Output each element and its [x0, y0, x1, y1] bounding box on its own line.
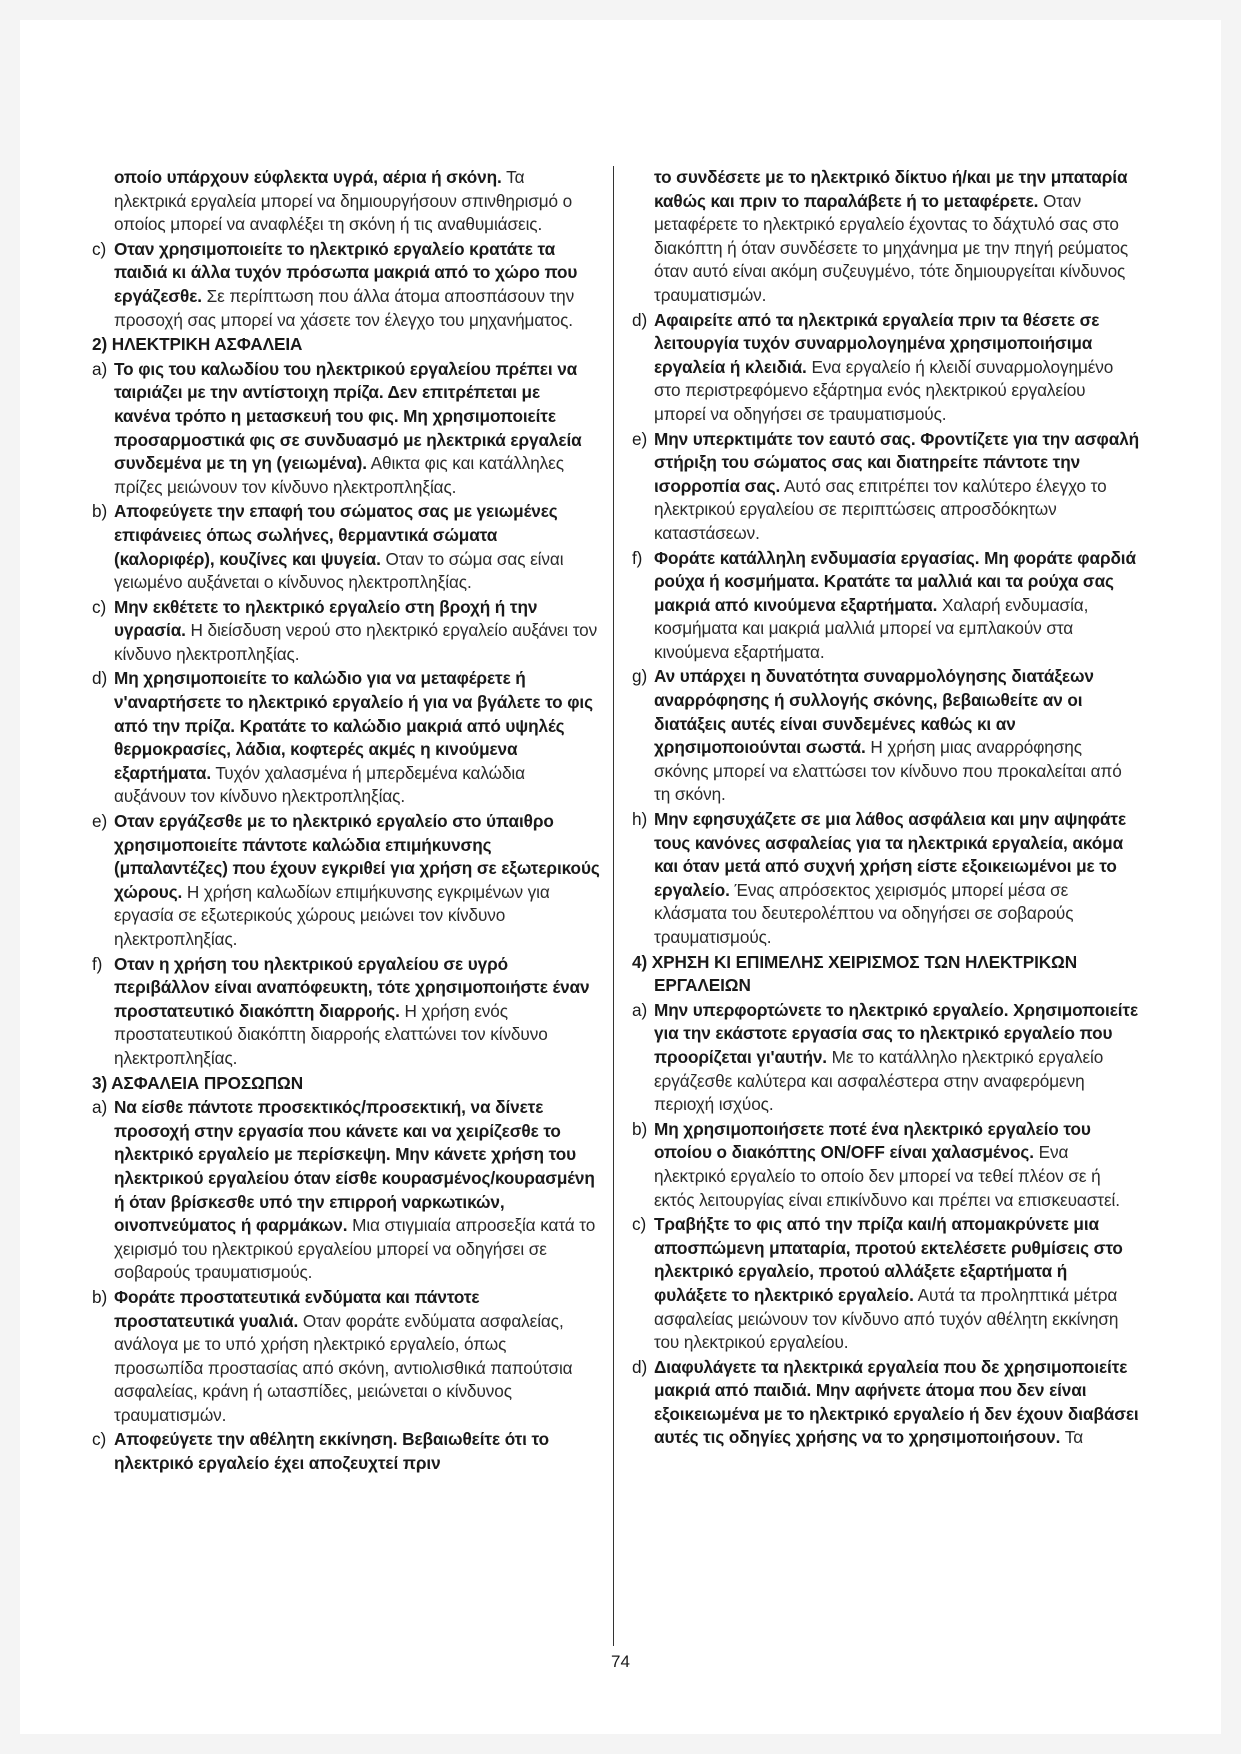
- item-bold: Μην εκθέτετε το ηλεκτρικό εργαλείο στη βροχή ή την υγρασία.: [114, 596, 538, 641]
- intro-paragraph: [92, 166, 600, 237]
- item-text: Χαλαρή ενδυμασία, κοσμήματα και μακριά μαλλιά μπορεί να εμπλακούν στα κινούμενα εξαρτήματα.: [654, 594, 1089, 662]
- item-label: f): [92, 953, 103, 974]
- item-label: b): [632, 1118, 648, 1139]
- item-text: Η διείσδυση νερού στο ηλεκτρικό εργαλείο αυξάνει τον κίνδυνο ηλεκτροπληξίας.: [114, 620, 598, 664]
- document-page: [20, 20, 1221, 1734]
- item-text: Τυχόν χαλασμένα ή μπερδεμένα καλώδια αυξάνουν τον κίνδυνο ηλεκτροπληξίας.: [114, 762, 525, 807]
- item-bold: Μη χρησιμοποιείτε το καλώδιο για να μεταφέρετε ή ν'αναρτήσετε το ηλεκτρικό εργαλείο ή για να βγάλετε το φις από την πρίζα. Κρατάτε το καλώδιο μακριά από υψηλές θερμοκρασίες, λάδια, κοφτερές ακμές η κινούμενα εξαρτήματα.: [114, 668, 593, 783]
- item-text: Αυτά τα προληπτικά μέτρα ασφαλείας μειώνουν τον κίνδυνο από τυχόν αθέλητη εκκίνηση του ηλεκτρικού εργαλείου.: [654, 1284, 1119, 1353]
- item-3c: [92, 1428, 600, 1475]
- item-bold: Το φις του καλωδίου του ηλεκτρικού εργαλείου πρέπει να ταιριάζει με την αντίστοιχη πρίζα. Δεν επιτρέπεται με κανένα τρόπο η μετασκευή του φις. Μη χρησιμοποιείτε προσαρμοστικά φις σε συνδυασμό με ηλεκτρικά εργαλεία συνδεμένα με τη γη (γειωμένα).: [114, 358, 582, 474]
- item-label: g): [632, 666, 648, 687]
- item-3h: [632, 808, 1140, 950]
- item-label: d): [632, 309, 648, 330]
- item-label: c): [92, 1429, 107, 1450]
- item-2c: [92, 596, 600, 667]
- item-label: e): [92, 811, 108, 832]
- item-label: c): [632, 1214, 647, 1235]
- item-bold: Οταν χρησιμοποιείτε το ηλεκτρικό εργαλείο κρατάτε τα παιδιά κι άλλα τυχόν πρόσωπα μακριά από το χώρο που εργάζεσθε.: [114, 238, 578, 306]
- column-divider: [613, 166, 614, 1646]
- item-text: Οταν φοράτε ενδύματα ασφαλείας, ανάλογα με το υπό χρήση ηλεκτρικό εργαλείο, όπως προσωπίδα προστασίας από σκόνη, αντιολισθικά παπούτσια ασφαλείας, κράνη ή ωτασπίδες, μειώνεται ο κίνδυνος τραυματισμών.: [114, 1310, 573, 1425]
- item-label: c): [92, 596, 107, 617]
- item-bold: Τραβήξτε το φις από την πρίζα και/ή απομακρύνετε μια αποσπώμενη μπαταρία, προτού εκτελέσετε ρυθμίσεις στο ηλεκτρικό εργαλείο, προτού αλλάξετε εξαρτήματα ή φυλάξετε το ηλεκτρικό εργαλείο.: [654, 1214, 1123, 1305]
- item-text: Οταν το σώμα σας είναι γειωμένο αυξάνεται ο κίνδυνος ηλεκτροπληξίας.: [114, 548, 564, 593]
- item-2a: [92, 358, 600, 500]
- item-label: h): [632, 809, 648, 830]
- item-label: d): [632, 1356, 648, 1377]
- item-bold: Διαφυλάγετε τα ηλεκτρικά εργαλεία που δε χρησιμοποιείτε μακριά από παιδιά. Μην αφήνετε άτομα που δεν είναι εξοικειωμένα με το ηλεκτρικό εργαλείο ή δεν έχουν διαβάσει αυτές τις οδηγίες χρήσης να το χρησιμοποιήσουν.: [654, 1356, 1139, 1448]
- item-label: b): [92, 1286, 108, 1307]
- item-text: Ενα εργαλείο ή κλειδί συναρμολογημένο στο περιστρεφόμενο εξάρτημα ενός ηλεκτρικού εργαλείου μπορεί να οδηγήσει σε τραυματισμούς.: [654, 356, 1114, 424]
- item-label: d): [92, 668, 108, 689]
- item-bold: Μην υπερφορτώνετε το ηλεκτρικό εργαλείο. Χρησιμοποιείτε για την εκάστοτε εργασία σας το ηλεκτρικό εργαλείο που προορίζεται γι'αυτήν.: [654, 999, 1139, 1067]
- item-text: Σε περίπτωση που άλλα άτομα αποσπάσουν την προσοχή σας μπορεί να χάσετε τον έλεγχο του μηχανήματος.: [114, 285, 575, 330]
- section-heading-3: 3) ΑΣΦΑΛΕΙΑ ΠΡΟΣΩΠΩΝ: [92, 1072, 304, 1093]
- item-bold: Οταν η χρήση του ηλεκτρικού εργαλείου σε υγρό περιβάλλον είναι αναπόφευκτη, τότε χρησιμοποιήστε έναν προστατευτικό διακόπτη διαρροής.: [114, 953, 590, 1021]
- item-bold: Αν υπάρχει η δυνατότητα συναρμολόγησης διατάξεων αναρρόφησης ή συλλογής σκόνης, βεβαιωθείτε αν οι διατάξεις αυτές είναι συνδεμένες καθώς κι αν χρησιμοποιούνται σωστά.: [654, 666, 1094, 758]
- item-3a: [92, 1096, 600, 1285]
- page-number: 74: [611, 1652, 630, 1671]
- item-2d: [92, 667, 600, 809]
- continuation-paragraph: [632, 166, 1140, 308]
- item-text: Ένας απρόσεκτος χειρισμός μπορεί μέσα σε κλάσματα του δευτερολέπτου να οδηγήσει σε σοβαρούς τραυματισμούς.: [654, 879, 1074, 947]
- item-bold: Μην υπερκτιμάτε τον εαυτό σας. Φροντίζετε για την ασφαλή στήριξη του σώματος σας και διατηρείτε πάντοτε την ισορροπία σας.: [654, 428, 1140, 496]
- section-heading-2: 2) ΗΛΕΚΤΡΙΚΗ ΑΣΦΑΛΕΙΑ: [92, 334, 303, 355]
- section-heading-4: 4) ΧΡΗΣΗ ΚΙ ΕΠΙΜΕΛΗΣ ΧΕΙΡΙΣΜΟΣ ΤΩΝ ΗΛΕΚΤΡΙΚΩΝ ΕΡΓΑΛΕΙΩΝ: [632, 951, 1078, 996]
- item-label: b): [92, 501, 108, 522]
- item-2e: [92, 810, 600, 952]
- item-text: Η χρήση καλωδίων επιμήκυνσης εγκριμένων για εργασία σε εξωτερικούς χώρους μειώνει τον κίνδυνο ηλεκτροπληξίας.: [114, 881, 550, 949]
- item-text: Με το κατάλληλο ηλεκτρικό εργαλείο εργάζεσθε καλύτερα και ασφαλέστερα στην αναφερόμενη περιοχή ισχύος.: [654, 1046, 1104, 1115]
- item-label: a): [632, 999, 648, 1020]
- item-1c: [92, 238, 600, 332]
- item-4c: [632, 1213, 1140, 1355]
- item-2b: [92, 500, 600, 594]
- item-text: Αθικτα φις και κατάλληλες πρίζες μειώνουν τον κίνδυνο ηλεκτροπληξίας.: [114, 453, 564, 497]
- item-bold: Μη χρησιμοποιήσετε ποτέ ένα ηλεκτρικό εργαλείο του οποίου ο διακόπτης ON/OFF είναι χαλασμένος.: [654, 1118, 1091, 1163]
- item-label: f): [632, 547, 643, 568]
- item-bold: Φοράτε κατάλληλη ενδυμασία εργασίας. Μη φοράτε φαρδιά ρούχα ή κοσμήματα. Κρατάτε τα μαλλιά και τα ρούχα σας μακριά από κινούμενα εξαρτήματα.: [654, 547, 1136, 615]
- item-bold: Φοράτε προστατευτικά ενδύματα και πάντοτε προστατευτικά γυαλιά.: [114, 1286, 480, 1331]
- item-4b: [632, 1118, 1140, 1212]
- continuation-text: Οταν μεταφέρετε το ηλεκτρικό εργαλείο έχοντας το δάχτυλό σας στο διακόπτη ή όταν συνδέσετε το μηχάνημα με την πηγή ρεύματος όταν αυτό είναι ακόμη συζευγμένο, τότε δημιουργείται κίνδυνος τραυματισμών.: [654, 190, 1129, 305]
- item-4a: [632, 999, 1140, 1117]
- item-bold: Αποφεύγετε την επαφή του σώματος σας με γειωμένες επιφάνειες όπως σωλήνες, θερμαντικά σώματα (καλοριφέρ), κουζίνες και ψυγεία.: [114, 501, 558, 569]
- intro-text: Τα ηλεκτρικά εργαλεία μπορεί να δημιουργήσουν σπινθηρισμό ο οποίος μπορεί να αναφλέξει τη σκόνη ή τις αναθυμιάσεις.: [114, 167, 573, 235]
- item-bold: Να είσθε πάντοτε προσεκτικός/προσεκτική, να δίνετε προσοχή στην εργασία που κάνετε και να χειρίζεσθε το ηλεκτρικό εργαλείο με περίσκεψη. Μην κάνετε χρήση του ηλεκτρικού εργαλείου όταν είσθε κουρασμένος/κουρασμένη ή όταν βρίσκεσθε υπό την επιρροή ναρκωτικών, οινοπνεύματος ή φαρμάκων.: [114, 1097, 595, 1236]
- item-3g: [632, 665, 1140, 807]
- item-text: Ενα ηλεκτρικό εργαλείο το οποίο δεν μπορεί να τεθεί πλέον σε ή εκτός λειτουργίας είναι επικίνδυνο και πρέπει να επισκευαστεί.: [654, 1142, 1120, 1210]
- item-3e: [632, 428, 1140, 546]
- item-bold: Αποφεύγετε την αθέλητη εκκίνηση. Βεβαιωθείτε ότι το ηλεκτρικό εργαλείο έχει αποζευχτεί πριν: [114, 1429, 550, 1474]
- item-3f: [632, 547, 1140, 665]
- item-label: a): [92, 1097, 108, 1118]
- item-text: Μια στιγμιαία απροσεξία κατά το χειρισμό του ηλεκτρικού εργαλείου μπορεί να οδηγήσει σε σοβαρούς τραυματισμούς.: [114, 1215, 596, 1283]
- right-column: [632, 166, 1140, 1451]
- item-3b: [92, 1286, 600, 1428]
- left-column: [92, 166, 600, 1477]
- intro-bold: οποίο υπάρχουν εύφλεκτα υγρά, αέρια ή σκόνη.: [114, 167, 502, 187]
- item-bold: Οταν εργάζεσθε με το ηλεκτρικό εργαλείο στο ύπαιθρο χρησιμοποιείτε πάντοτε καλώδια επιμήκυνσης (μπαλαντέζες) που έχουν εγκριθεί για χρήση σε εξωτερικούς χώρους.: [114, 811, 600, 902]
- item-2f: [92, 953, 600, 1071]
- item-4d: [632, 1356, 1140, 1450]
- item-bold: Αφαιρείτε από τα ηλεκτρικά εργαλεία πριν τα θέσετε σε λειτουργία τυχόν συναρμολογημένα χρησιμοποιήσιμα εργαλεία ή κλειδιά.: [654, 309, 1100, 377]
- continuation-bold: το συνδέσετε με το ηλεκτρικό δίκτυο ή/και με την μπαταρία καθώς και πριν το παραλάβετε ή το μεταφέρετε.: [654, 167, 1128, 211]
- item-text: Αυτό σας επιτρέπει τον καλύτερο έλεγχο το ηλεκτρικού εργαλείου σε περιπτώσεις απροσδόκητων καταστάσεων.: [654, 475, 1107, 543]
- item-bold: Μην εφησυχάζετε σε μια λάθος ασφάλεια και μην αψηφάτε τους κανόνες ασφαλείας για τα ηλεκτρικά εργαλεία, ακόμα και όταν μετά από συχνή χρήση είστε εξοικειωμένοι με το εργαλείο.: [654, 809, 1127, 900]
- item-label: e): [632, 428, 648, 449]
- item-label: a): [92, 358, 108, 379]
- item-label: c): [92, 238, 107, 259]
- item-text: Η χρήση μιας αναρρόφησης σκόνης μπορεί να ελαττώσει τον κίνδυνο που προκαλείται από τη σκόνη.: [654, 737, 1122, 805]
- item-text: Η χρήση ενός προστατευτικού διακόπτη διαρροής ελαττώνει τον κίνδυνο ηλεκτροπληξίας.: [114, 1000, 548, 1068]
- item-3d: [632, 309, 1140, 427]
- item-text: Τα: [1064, 1427, 1084, 1448]
